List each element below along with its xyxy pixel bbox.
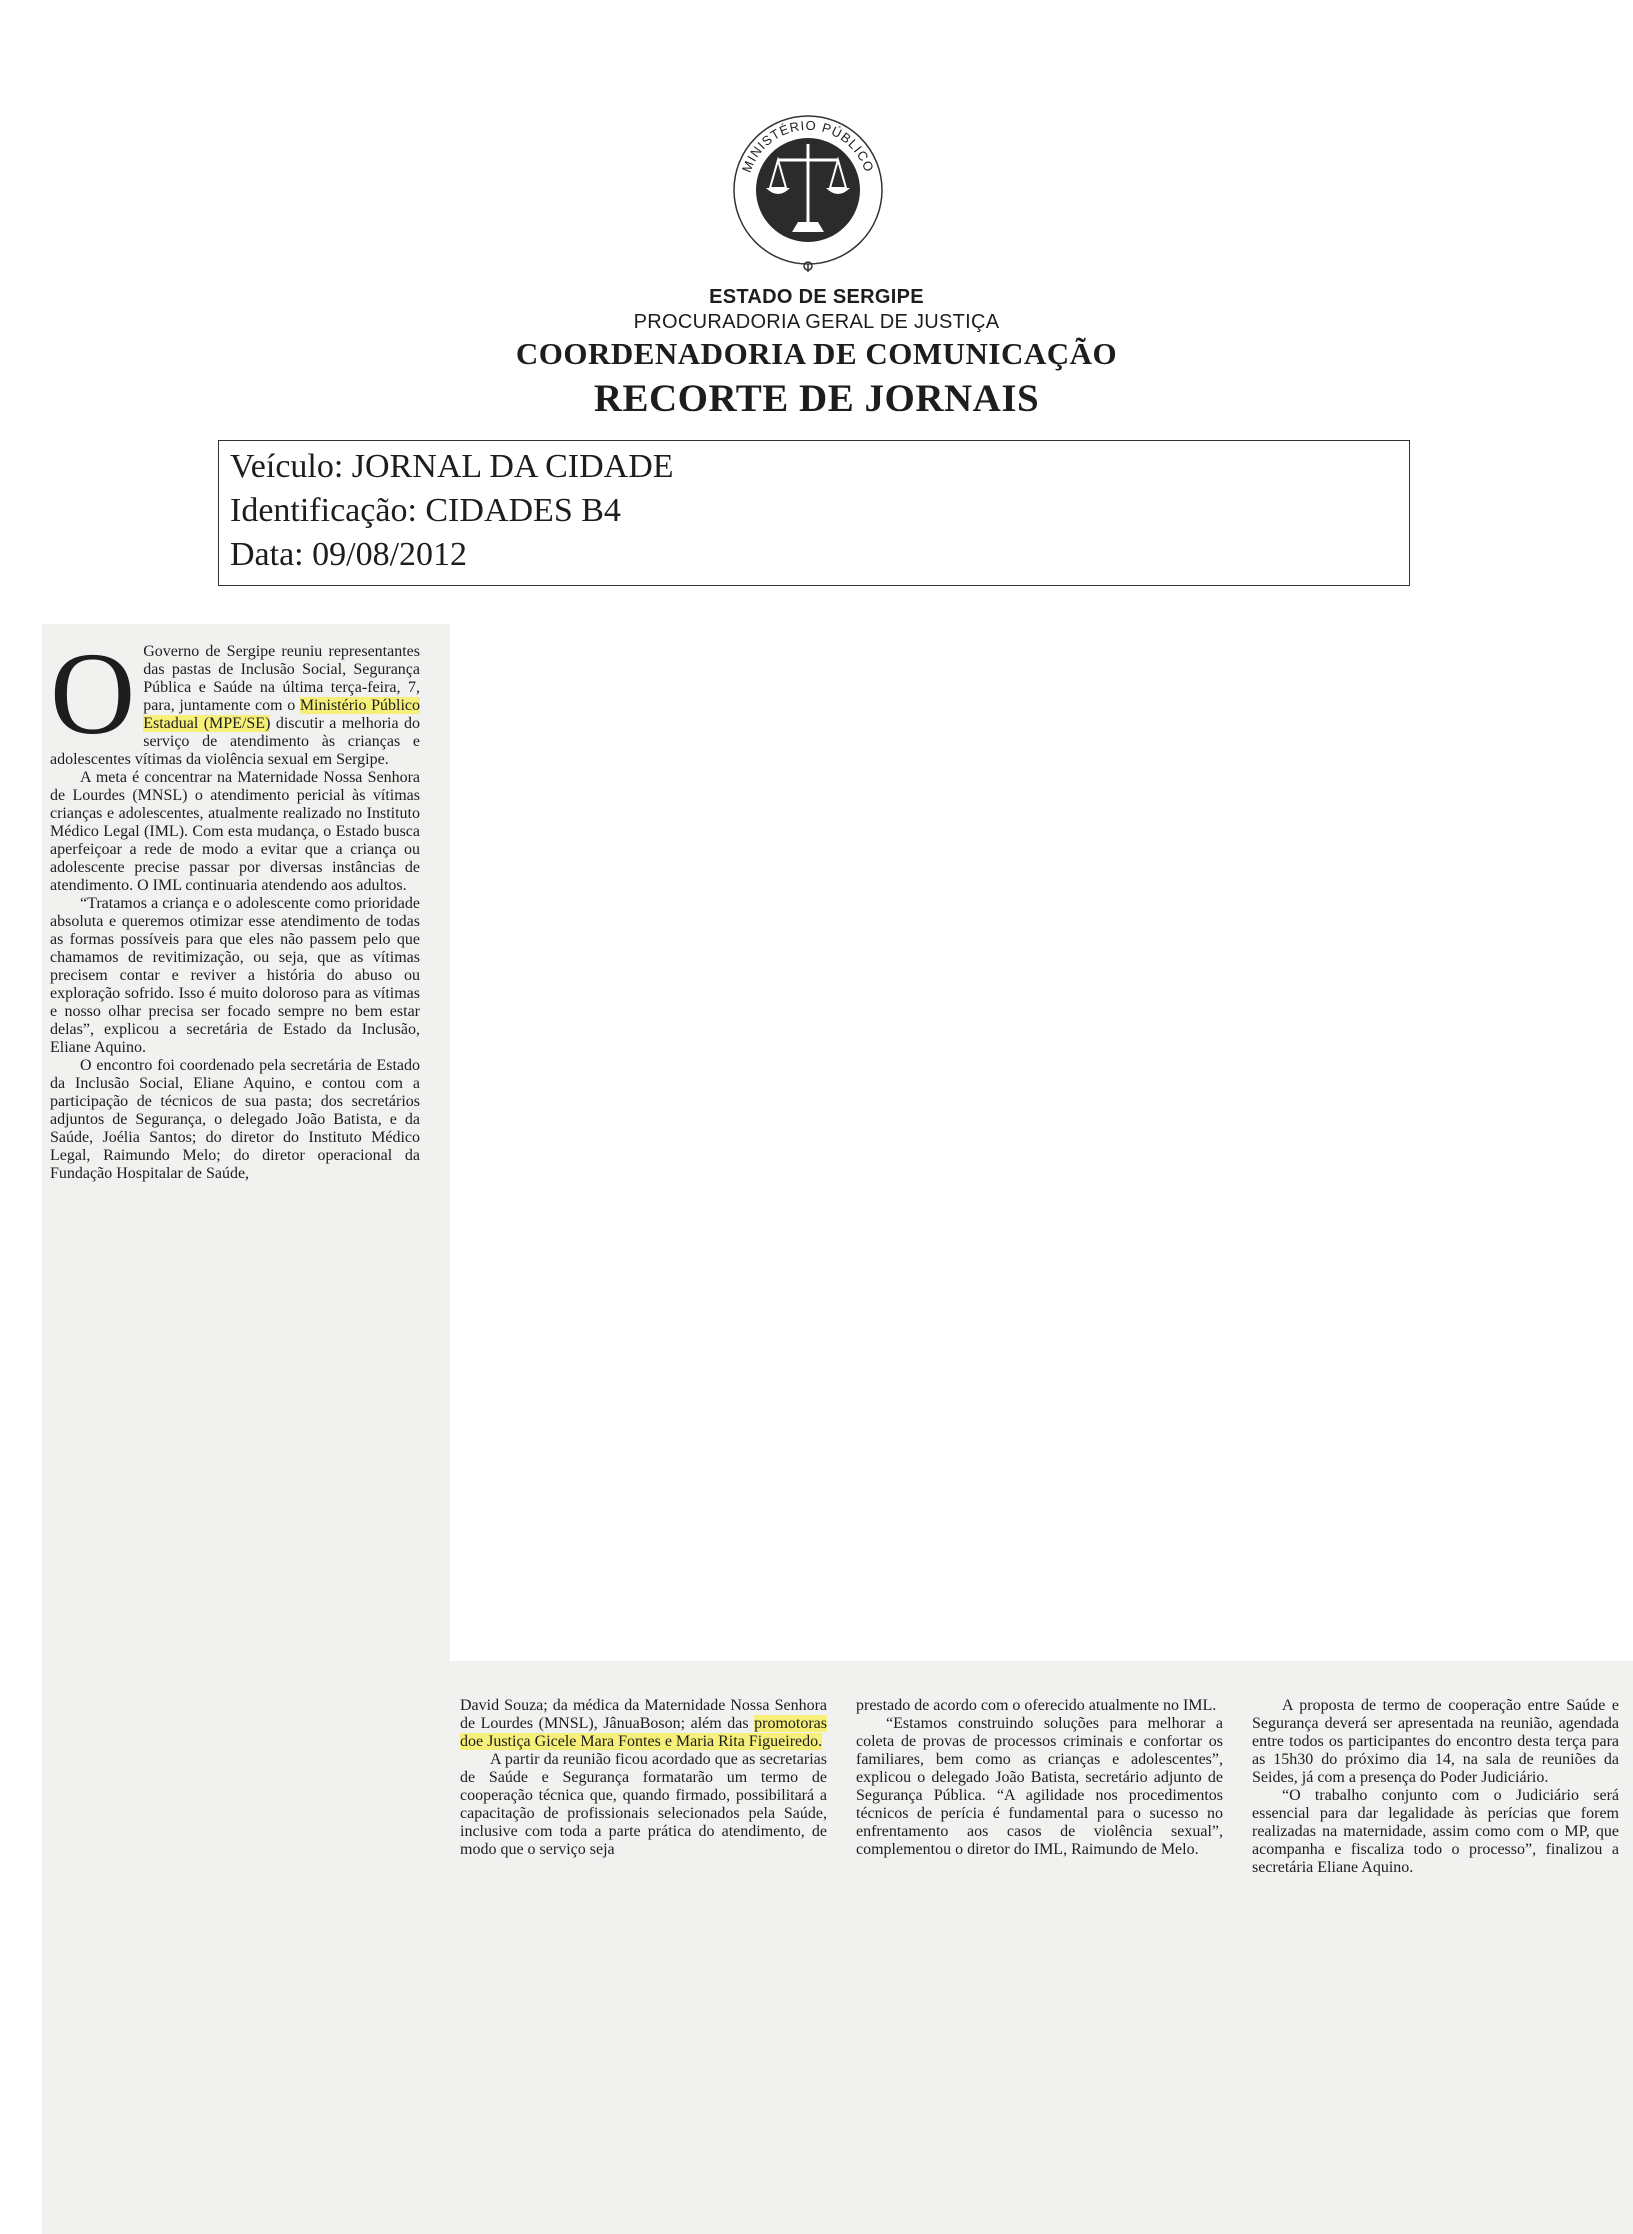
svg-text:MINISTÉRIO PÚBLICO: MINISTÉRIO PÚBLICO [738, 117, 878, 175]
identificacao-line: Identificação: CIDADES B4 [230, 492, 621, 529]
date-line: Data: 09/08/2012 [230, 536, 468, 573]
highlighted-text: promotoras doe Justiça Gicele Mara Fontes e Maria Rita Figueiredo. [460, 1715, 827, 1750]
article-column-2 [460, 1697, 827, 1859]
drop-cap: O [50, 628, 136, 759]
article-column-3 [856, 1697, 1223, 1859]
article-column-4 [1252, 1697, 1619, 1877]
article-paragraph: A partir da reunião ficou acordado que as secretarias de Saúde e Segurança formatarão um termo de cooperação técnica que, quando firmado, possibilitará a capacitação de profissionais selecionados pela Saúde, inclusive com toda a parte prática do atendimento, de modo que o serviço seja [460, 1751, 827, 1858]
article-paragraph: “Tratamos a criança e o adolescente como prioridade absoluta e queremos otimizar esse atendimento de todas as formas possíveis para que eles não passem pelo que chamamos de revitimização, ou seja, que as vítimas precisem contar e reviver a história do abuso ou exploração sofrido. Isso é muito doloroso para as vítimas e nosso olhar precisa ser focado sempre no bem estar delas”, explicou a secretária de Estado da Inclusão, Eliane Aquino. [50, 895, 420, 1056]
article-paragraph: David Souza; da médica da Maternidade Nossa Senhora de Lourdes (MNSL), JânuaBoson; além das promotoras doe Justiça Gicele Mara Fontes e Maria Rita Figueiredo. [460, 1697, 827, 1750]
article-paragraph: “O trabalho conjunto com o Judiciário será essencial para dar legalidade às perícias que forem realizadas na maternidade, assim como com o MP, que acompanha e fiscaliza todo o processo”, finalizou a secretária Eliane Aquino. [1252, 1787, 1619, 1876]
article-paragraph: O encontro foi coordenado pela secretária de Estado da Inclusão Social, Eliane Aquino, e contou com a participação de técnicos de sua pasta; dos secretários adjuntos de Segurança, o delegado João Batista, e da Saúde, Joélia Santos; do diretor do Instituto Médico Legal, Raimundo Melo; do diretor operacional da Fundação Hospitalar de Saúde, [50, 1057, 420, 1182]
procuradoria-heading: PROCURADORIA GERAL DE JUSTIÇA [633, 311, 1000, 333]
article-paragraph: “Estamos construindo soluções para melhorar a coleta de provas de processos criminais e confortar os familiares, bem como as crianças e adolescentes”, explicou o delegado João Batista, secretário adjunto de Segurança Pública. “A agilidade nos procedimentos técnicos de perícia é fundamental para o sucesso no enfrentamento aos casos de violência sexual”, complementou o diretor do IML, Raimundo de Melo. [856, 1715, 1223, 1858]
highlighted-text: Ministério Público Estadual (MPE/SE) [143, 697, 420, 732]
section-title: RECORTE DE JORNAIS [593, 377, 1040, 420]
article-column-1 [50, 628, 421, 1183]
veiculo-line: Veículo: JORNAL DA CIDADE [230, 448, 674, 485]
article-paragraph: prestado de acordo com o oferecido atualmente no IML. [856, 1697, 1217, 1714]
article-paragraph: A meta é concentrar na Maternidade Nossa Senhora de Lourdes (MNSL) o atendimento pericial às vítimas crianças e adolescentes, atualmente realizado no Instituto Médico Legal (IML). Com esta mudança, o Estado busca aperfeiçoar a rede de modo a evitar que a criança ou adolescente precise passar por diversas instâncias de atendimento. O IML continuaria atendendo aos adultos. [50, 769, 420, 894]
ministerio-publico-seal-logo [722, 92, 894, 272]
state-heading: ESTADO DE SERGIPE [709, 286, 924, 308]
article-paragraph: A proposta de termo de cooperação entre Saúde e Segurança deverá ser apresentada na reunião, agendada entre todos os participantes do encontro desta terça para as 15h30 do próximo dia 14, na sala de reuniões da Seides, já com a presença do Poder Judiciário. [1252, 1697, 1619, 1786]
article-paragraph: O Governo de Sergipe reuniu representantes das pastas de Inclusão Social, Segurança Pública e Saúde na última terça-feira, 7, para, juntamente com o Ministério Público Estadual (MPE/SE) discutir a melhoria do serviço de atendimento às crianças e adolescentes vítimas da violência sexual em Sergipe. [50, 628, 421, 768]
coordenadoria-heading: COORDENADORIA DE COMUNICAÇÃO [515, 336, 1118, 371]
clipping-info-box [218, 440, 1410, 586]
